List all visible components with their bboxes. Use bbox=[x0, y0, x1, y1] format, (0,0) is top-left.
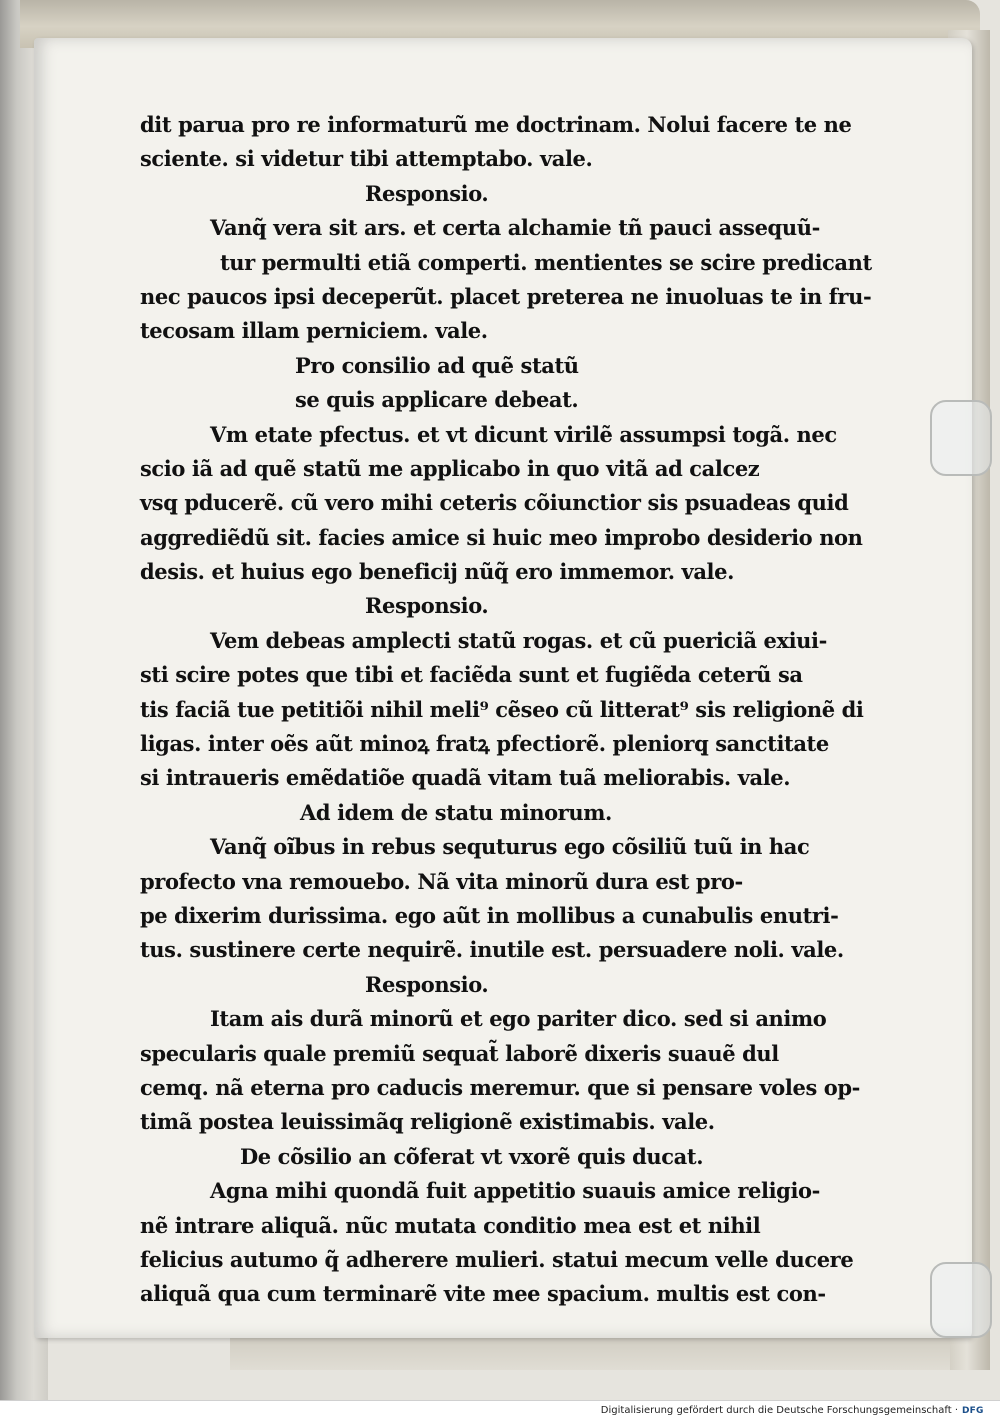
footer-credit: Digitalisierung gefördert durch die Deutsche Forschungsgemeinschaft · bbox=[600, 1405, 958, 1416]
text-line: nec paucos ipsi deceperũt. placet preterea ne inuoluas te in fru- bbox=[140, 283, 872, 309]
dfg-logo: DFG bbox=[962, 1406, 984, 1416]
text-line: desis. et huius ego beneficij nũq̃ ero immemor. vale. bbox=[140, 559, 734, 585]
text-line: Vm etate pfectus. et vt dicunt virilẽ assumpsi togã. nec bbox=[210, 421, 837, 447]
footer-bar bbox=[0, 1400, 1000, 1423]
text-line: Vem debeas amplecti statũ rogas. et cũ puericiã exiui- bbox=[210, 627, 827, 653]
page-clip-lower bbox=[930, 1262, 992, 1338]
text-line: tis faciã tue petitiõi nihil meli⁹ cẽseo cũ litterat⁹ sis religionẽ di bbox=[140, 696, 864, 722]
section-heading: Ad idem de statu minorum. bbox=[300, 799, 612, 825]
section-heading: Responsio. bbox=[365, 593, 489, 619]
text-line: nẽ intrare aliquã. nũc mutata conditio mea est et nihil bbox=[140, 1212, 761, 1238]
text-line: tecosam illam perniciem. vale. bbox=[140, 318, 488, 344]
text-line: specularis quale premiũ sequat̃ laborẽ dixeris suauẽ dul bbox=[140, 1040, 779, 1066]
text-line: aliquã qua cum terminarẽ vite mee spacium. multis est con- bbox=[140, 1281, 826, 1307]
text-line: profecto vna remouebo. Nã vita minorũ dura est pro- bbox=[140, 868, 743, 894]
text-line: scio iã ad quẽ statũ me applicabo in quo vitã ad calcez bbox=[140, 455, 760, 481]
page-text-block bbox=[140, 108, 872, 1312]
text-line: tus. sustinere certe nequirẽ. inutile est. persuadere noli. vale. bbox=[140, 937, 844, 963]
text-line: timã postea leuissimãq̧ religionẽ existimabis. vale. bbox=[140, 1109, 715, 1135]
text-line: aggrediẽdũ sit. facies amice si huic meo improbo desiderio non bbox=[140, 524, 863, 550]
text-line: sti scire potes que tibi et faciẽda sunt et fugiẽda ceterũ sa bbox=[140, 662, 803, 688]
section-heading: se quis applicare debeat. bbox=[295, 387, 579, 413]
text-line: felicius autumo q̃ adherere mulieri. statui mecum velle ducere bbox=[140, 1246, 854, 1272]
text-line: pe dixerim durissima. ego aũt in mollibus a cunabulis enutri- bbox=[140, 902, 839, 928]
text-line: Itam ais durã minorũ et ego pariter dico. sed si animo bbox=[210, 1006, 827, 1032]
page-clip-upper bbox=[930, 400, 992, 476]
text-line: Vanq̃ vera sit ars. et certa alchamie tñ pauci assequũ- bbox=[210, 215, 820, 241]
section-heading: Responsio. bbox=[365, 180, 489, 206]
text-line: Agna mihi quondã fuit appetitio suauis amice religio- bbox=[210, 1178, 820, 1204]
text-line: ligas. inter oẽs aũt minoꝝ fratꝝ pfectiorẽ. pleniorq̧ sanctitate bbox=[140, 731, 829, 757]
text-line: sciente. si videtur tibi attemptabo. vale. bbox=[140, 146, 593, 172]
section-heading: De cõsilio an cõferat vt vxorẽ quis ducat. bbox=[240, 1143, 704, 1169]
text-line: si intraueris emẽdatiõe quadã vitam tuã meliorabis. vale. bbox=[140, 765, 791, 791]
section-heading: Responsio. bbox=[365, 971, 489, 997]
text-line: cemq̧. nã eterna pro caducis meremur. que si pensare voles op- bbox=[140, 1074, 860, 1100]
text-line: Vanq̃ oĩbus in rebus sequturus ego cõsiliũ tuũ in hac bbox=[210, 834, 810, 860]
text-line: tur permulti etiã comperti. mentientes se scire predicant bbox=[220, 249, 872, 275]
text-line: vsq̧ pducerẽ. cũ vero mihi ceteris cõiunctior sis psuadeas quid bbox=[140, 490, 849, 516]
text-line: dit parua pro re informaturũ me doctrinam. Nolui facere te ne bbox=[140, 112, 852, 137]
section-heading: Pro consilio ad quẽ statũ bbox=[295, 352, 579, 378]
